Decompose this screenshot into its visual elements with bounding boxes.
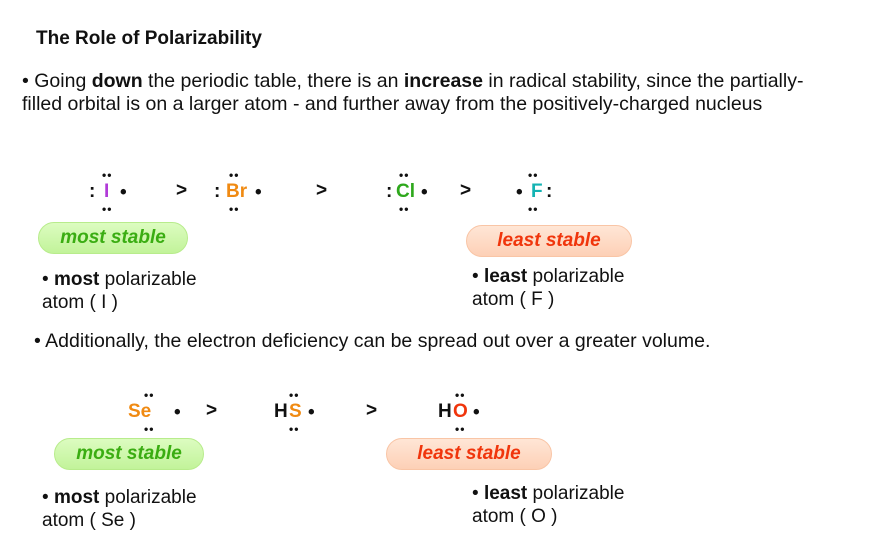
- lone-pair-bottom: ••: [399, 202, 410, 216]
- lone-pair-bottom: ••: [289, 422, 300, 436]
- least-stable-badge: least stable: [386, 438, 552, 470]
- lone-pair-bottom: ••: [102, 202, 113, 216]
- greater-than-sign: >: [206, 400, 218, 421]
- note-bullet: •: [42, 269, 49, 290]
- bullet-text-part: Going: [34, 70, 92, 92]
- radical-electron: •: [308, 402, 315, 423]
- atom-hydrogen: H: [438, 401, 452, 422]
- note-text: polarizable: [527, 483, 625, 504]
- lone-pair-top: ••: [144, 388, 155, 402]
- note-atom: atom ( I ): [42, 292, 119, 313]
- atom-sulfur: S: [289, 401, 302, 422]
- most-polarizable-note: [42, 486, 197, 532]
- atom-hydrogen: H: [274, 401, 288, 422]
- greater-than-sign: >: [460, 180, 472, 201]
- lone-pair-left: :: [214, 181, 221, 202]
- bullet-bold-increase: increase: [403, 70, 484, 92]
- atom-oxygen: O: [453, 401, 468, 422]
- greater-than-sign: >: [366, 400, 378, 421]
- lone-pair-top: ••: [229, 168, 240, 182]
- most-stable-badge: most stable: [38, 222, 188, 254]
- atom-fluorine: F: [531, 181, 543, 202]
- lone-pair-left: :: [386, 181, 393, 202]
- lone-pair-bottom: ••: [455, 422, 466, 436]
- bullet-electron-deficiency: [34, 330, 710, 353]
- bullet-text: Additionally, the electron deficiency can be spread out over a greater volume.: [45, 330, 711, 352]
- least-polarizable-note: [472, 265, 624, 311]
- least-stable-badge: least stable: [466, 225, 632, 257]
- note-atom: atom ( Se ): [42, 510, 136, 531]
- note-bold: most: [53, 487, 100, 508]
- note-bold: least: [483, 483, 528, 504]
- note-bold: most: [53, 269, 100, 290]
- lone-pair-top: ••: [399, 168, 410, 182]
- bullet-mark: •: [34, 330, 41, 352]
- greater-than-sign: >: [176, 180, 188, 201]
- note-text: polarizable: [527, 266, 625, 287]
- atom-chlorine: Cl: [396, 181, 415, 202]
- bullet-text-part: the periodic table, there is an: [142, 70, 404, 92]
- note-text: polarizable: [99, 269, 197, 290]
- note-atom: atom ( F ): [472, 289, 555, 310]
- note-bullet: •: [472, 483, 479, 504]
- radical-electron: •: [421, 182, 428, 203]
- radical-electron: •: [255, 182, 262, 203]
- greater-than-sign: >: [316, 180, 328, 201]
- note-bold: least: [483, 266, 528, 287]
- atom-iodine: I: [104, 181, 110, 202]
- radical-electron: •: [174, 402, 181, 423]
- bullet-mark: •: [22, 70, 29, 92]
- least-polarizable-note: [472, 482, 624, 528]
- radical-electron: •: [516, 182, 523, 203]
- most-polarizable-note: [42, 268, 197, 314]
- most-stable-badge: most stable: [54, 438, 204, 470]
- note-text: polarizable: [99, 487, 197, 508]
- lone-pair-left: :: [89, 181, 96, 202]
- note-bullet: •: [472, 266, 479, 287]
- bullet-bold-down: down: [91, 70, 143, 92]
- lone-pair-right: :: [546, 181, 553, 202]
- page-title: The Role of Polarizability: [36, 28, 262, 49]
- radical-electron: •: [120, 182, 127, 203]
- note-atom: atom ( O ): [472, 506, 558, 527]
- lone-pair-top: ••: [289, 388, 300, 402]
- bullet-text-part: in radical stability, since the partially-filled orbital is on a larger atom - and further away from the positively-charged nucleus: [22, 70, 804, 115]
- lone-pair-top: ••: [102, 168, 113, 182]
- radical-electron: •: [473, 402, 480, 423]
- atom-bromine: Br: [226, 181, 248, 202]
- bullet-periodic-trend: [22, 70, 842, 116]
- lone-pair-top: ••: [528, 168, 539, 182]
- note-bullet: •: [42, 487, 49, 508]
- lone-pair-bottom: ••: [144, 422, 155, 436]
- atom-selenium: Se: [128, 401, 152, 422]
- lone-pair-bottom: ••: [528, 202, 539, 216]
- lone-pair-bottom: ••: [229, 202, 240, 216]
- lone-pair-top: ••: [455, 388, 466, 402]
